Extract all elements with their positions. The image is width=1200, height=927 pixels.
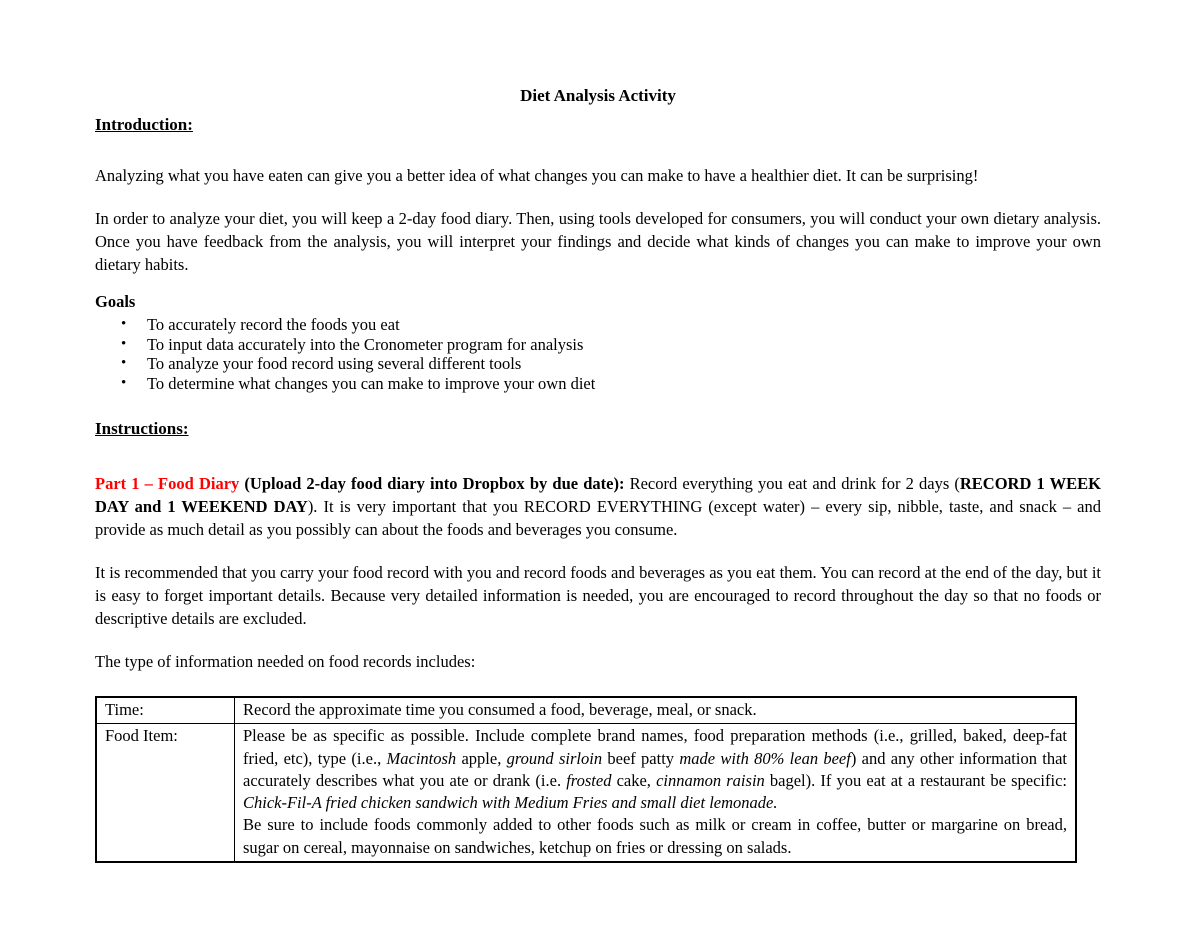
part1-paragraph [95,472,1101,541]
food-item-text: apple, [456,748,507,768]
part1-upload-note: (Upload 2-day food diary into Dropbox by due date): [239,474,630,493]
food-record-info-table [95,696,1077,863]
part1-record-days: RECORD 1 WEEK DAY and 1 WEEKEND DAY [95,474,1101,516]
food-item-italic-restaurant-example: Chick-Fil-A fried chicken sandwich with Medium Fries and small diet lemonade. [243,793,778,813]
time-label-cell: Time: [96,697,235,724]
intro-paragraph-1: Analyzing what you have eaten can give you a better idea of what changes you can make to have a healthier diet. It can be surprising! [95,166,979,185]
intro-paragraph-2: In order to analyze your diet, you will keep a 2-day food diary. Then, using tools developed for consumers, you will conduct your own dietary analysis. Once you have feedback from the analysis, you will interpret your findings and decide what kinds of changes you can make to improve your own dietary habits. [95,209,1101,274]
food-item-italic-ground-sirloin: ground sirloin [506,748,603,768]
food-item-italic-macintosh: Macintosh [386,748,457,768]
goal-item: • To determine what changes you can make to improve your own diet [147,374,1101,394]
goals-list [95,315,1101,393]
introduction-heading: Introduction: [95,115,193,134]
food-item-text: cake, [611,770,657,790]
food-item-italic-cinnamon-raisin: cinnamon raisin [656,770,765,790]
table-row-food-item [96,724,1076,862]
food-item-label-cell: Food Item: [96,724,235,862]
instructions-heading: Instructions: [95,419,189,438]
food-item-text: Please be as specific as possible. Include complete brand names, food preparation methods (i.e., grilled, baked, deep-fat fried, etc), type (i.e., [243,726,1067,768]
goals-heading: Goals [95,292,136,311]
goal-item: • To analyze your food record using several different tools [147,354,1101,374]
part1-text: Record everything you eat and drink for 2 days ( [629,474,960,493]
recommendation-paragraph: It is recommended that you carry your food record with you and record foods and beverages as you eat them. You can record at the end of the day, but it is easy to forget important details. Because very detailed information is needed, you are encouraged to record throughout the day so that no foods or descriptive details are excluded. [95,563,1101,628]
time-content-cell: Record the approximate time you consumed a food, beverage, meal, or snack. [235,697,1077,724]
part1-text-continued: ). It is very important that you RECORD EVERYTHING (except water) – every sip, nibble, taste, and snack – and provide as much detail as you possibly can about the foods and beverages you consume. [95,497,1101,539]
food-item-content-cell [235,724,1077,862]
goal-item: • To accurately record the foods you eat [147,315,1101,335]
food-item-paragraph-2: Be sure to include foods commonly added to other foods such as milk or cream in coffee, butter or margarine on bread, sugar on cereal, mayonnaise on sandwiches, ketchup on fries or dressing on salads. [243,815,1067,857]
food-item-italic-lean-beef: made with 80% lean beef [679,748,851,768]
food-item-paragraph-1 [243,725,1067,814]
goal-item: • To input data accurately into the Cronometer program for analysis [147,335,1101,355]
page-title: Diet Analysis Activity [520,86,676,105]
part1-label: Part 1 – Food Diary [95,474,240,493]
food-item-text: bagel). If you eat at a restaurant be specific: [764,770,1067,790]
food-item-text: beef patty [602,748,680,768]
food-item-text: ) and any other information that accurately describes what you ate or drank (i.e. [243,748,1068,790]
type-info-paragraph: The type of information needed on food records includes: [95,652,476,671]
food-item-italic-frosted: frosted [566,770,612,790]
table-row-time [96,697,1076,724]
